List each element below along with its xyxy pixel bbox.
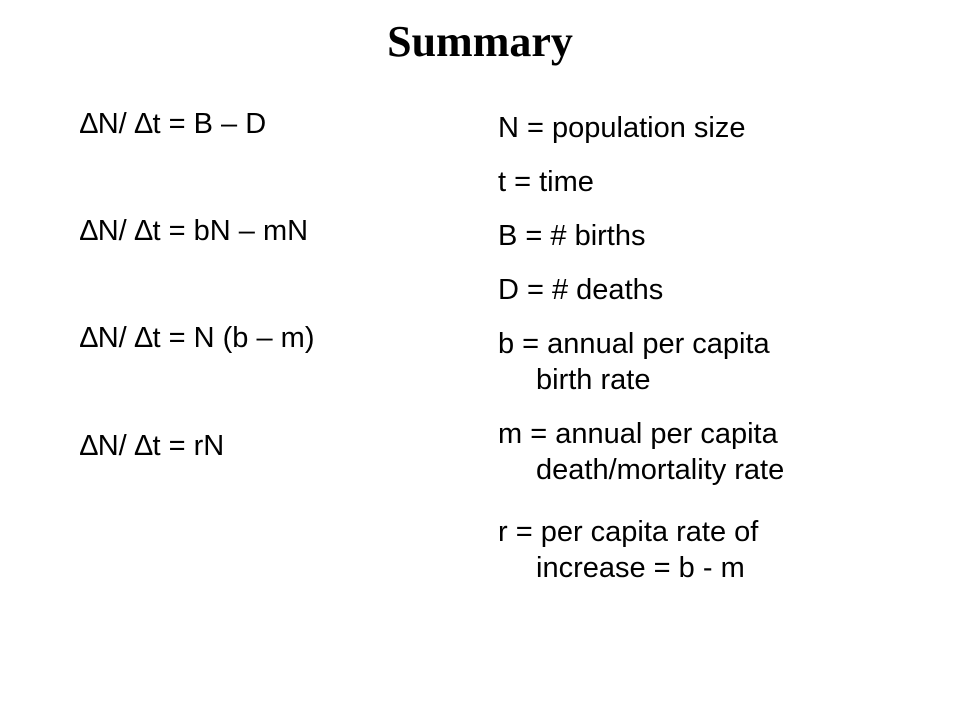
equation-item: ∆N/ ∆t = rN (80, 430, 225, 462)
definition-continuation: death/mortality rate (536, 454, 785, 486)
definition-continuation: birth rate (536, 364, 651, 396)
definition-text: B = # births (498, 220, 646, 252)
slide-title: Summary (387, 17, 573, 66)
definition-item (498, 326, 770, 398)
definition-continuation: increase = b - m (536, 552, 745, 584)
definition-item (498, 272, 663, 308)
definition-text: t = time (498, 166, 594, 198)
definition-text: r = per capita rate of (498, 516, 759, 548)
definition-text: m = annual per capita (498, 418, 778, 450)
definition-text: D = # deaths (498, 274, 664, 306)
definition-text: b = annual per capita (498, 328, 770, 360)
equation-item: ∆N/ ∆t = bN – mN (80, 215, 309, 247)
definition-item (498, 514, 758, 586)
equation-item: ∆N/ ∆t = N (b – m) (80, 322, 315, 354)
definition-item (498, 416, 784, 488)
definition-item (498, 218, 646, 254)
definition-text: N = population size (498, 112, 746, 144)
definition-item (498, 110, 745, 146)
equation-item: ∆N/ ∆t = B – D (80, 108, 267, 140)
definition-item (498, 164, 594, 200)
